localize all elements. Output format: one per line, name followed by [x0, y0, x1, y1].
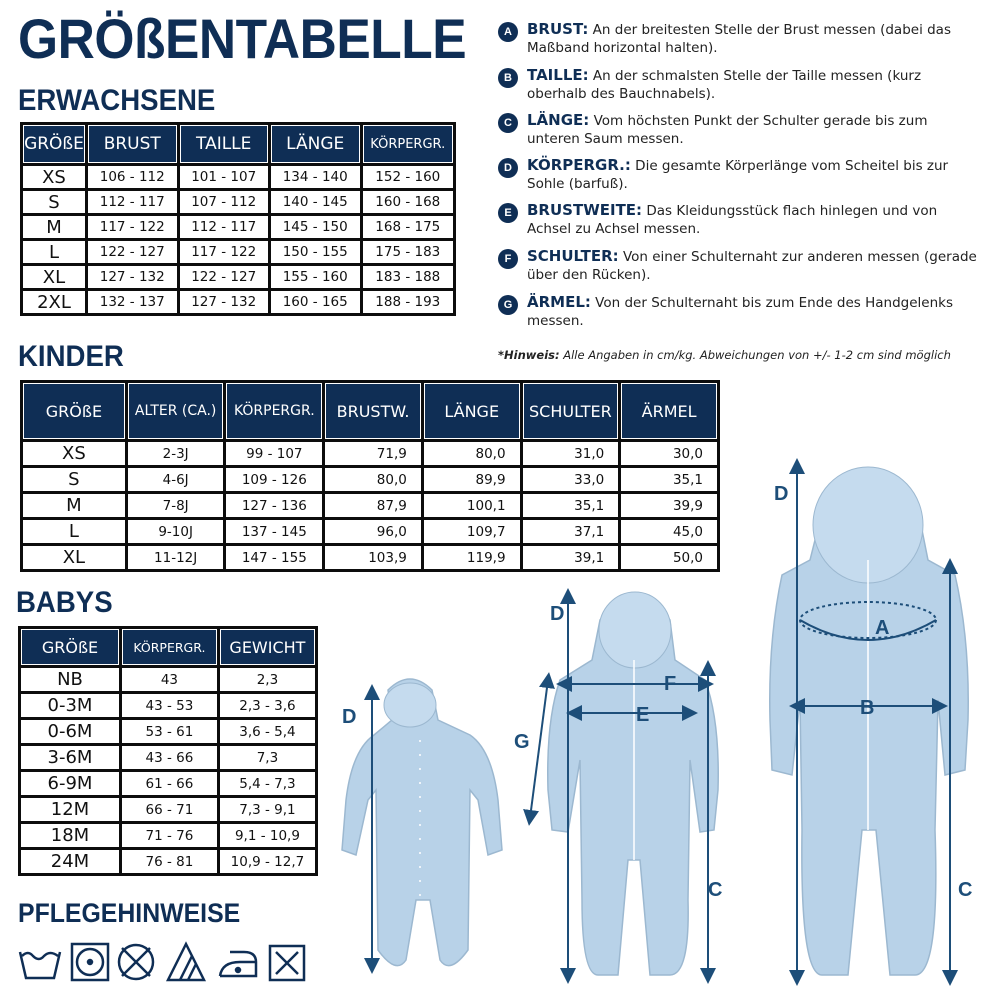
- value-cell: 122 - 127: [180, 266, 268, 288]
- column-header: KÖRPERGR.: [226, 383, 322, 439]
- legend-letter-badge: C: [498, 113, 518, 133]
- column-header: BRUST: [88, 125, 177, 163]
- size-cell: XL: [23, 266, 85, 288]
- value-cell: 145 - 150: [271, 216, 360, 238]
- value-cell: 103,9: [325, 546, 421, 569]
- adult-b-label: B: [860, 697, 875, 719]
- value-cell: 3,6 - 5,4: [220, 720, 315, 743]
- legend-letter-badge: B: [498, 68, 518, 88]
- value-cell: 2-3J: [128, 442, 224, 465]
- value-cell: 183 - 188: [363, 266, 453, 288]
- section-adults-heading: ERWACHSENE: [18, 84, 216, 117]
- size-cell: 3-6M: [21, 746, 119, 769]
- tumble-dry-icon: [72, 944, 108, 980]
- kid-c-label: C: [708, 879, 723, 901]
- column-header: KÖRPERGR.: [363, 125, 453, 163]
- value-cell: 175 - 183: [363, 241, 453, 263]
- legend-letter-badge: G: [498, 295, 518, 315]
- value-cell: 50,0: [621, 546, 717, 569]
- value-cell: 7,3 - 9,1: [220, 798, 315, 821]
- legend-key: BRUSTWEITE:: [527, 201, 643, 219]
- legend-description: Von der Schulternaht bis zum Ende des Handgelenks messen.: [527, 295, 953, 329]
- value-cell: 71 - 76: [122, 824, 217, 847]
- legend-key: KÖRPERGR.:: [527, 156, 631, 174]
- iron-low-icon: [220, 952, 256, 976]
- value-cell: 134 - 140: [271, 166, 360, 188]
- value-cell: 99 - 107: [226, 442, 322, 465]
- kid-d-label: D: [550, 603, 565, 625]
- column-header: ÄRMEL: [621, 383, 717, 439]
- value-cell: 43: [122, 668, 217, 691]
- legend-description: An der schmalsten Stelle der Taille messen (kurz oberhalb des Bauchnabels).: [527, 68, 922, 102]
- value-cell: 43 - 66: [122, 746, 217, 769]
- baby-d-label: D: [342, 706, 357, 728]
- value-cell: 53 - 61: [122, 720, 217, 743]
- legend-letter-badge: A: [498, 22, 518, 42]
- value-cell: 112 - 117: [88, 191, 177, 213]
- value-cell: 168 - 175: [363, 216, 453, 238]
- size-cell: 0-6M: [21, 720, 119, 743]
- legend-description: Das Kleidungsstück flach hinlegen und von Achsel zu Achsel messen.: [527, 203, 938, 237]
- value-cell: 117 - 122: [180, 241, 268, 263]
- size-cell: 24M: [21, 850, 119, 873]
- kid-onesie-illustration: [548, 592, 718, 975]
- value-cell: 37,1: [523, 520, 619, 543]
- value-cell: 35,1: [621, 468, 717, 491]
- value-cell: 9,1 - 10,9: [220, 824, 315, 847]
- value-cell: 9-10J: [128, 520, 224, 543]
- legend-key: TAILLE:: [527, 66, 589, 84]
- column-header: GRÖßE: [23, 383, 125, 439]
- no-bleach-icon: [168, 944, 204, 980]
- value-cell: 39,1: [523, 546, 619, 569]
- value-cell: 5,4 - 7,3: [220, 772, 315, 795]
- size-cell: 2XL: [23, 291, 85, 313]
- column-header: LÄNGE: [271, 125, 360, 163]
- size-cell: NB: [21, 668, 119, 691]
- section-care-heading: PFLEGEHINWEISE: [18, 898, 241, 928]
- value-cell: 112 - 117: [180, 216, 268, 238]
- value-cell: 127 - 136: [226, 494, 322, 517]
- value-cell: 61 - 66: [122, 772, 217, 795]
- value-cell: 7-8J: [128, 494, 224, 517]
- legend-description: An der breitesten Stelle der Brust messen (dabei das Maßband horizontal halten).: [527, 22, 951, 56]
- size-cell: XS: [23, 442, 125, 465]
- value-cell: 35,1: [523, 494, 619, 517]
- value-cell: 122 - 127: [88, 241, 177, 263]
- size-cell: M: [23, 216, 85, 238]
- section-babies-heading: BABYS: [16, 586, 113, 619]
- column-header: TAILLE: [180, 125, 268, 163]
- hint-text: Alle Angaben in cm/kg. Abweichungen von +/- 1-2 cm sind möglich: [563, 348, 951, 362]
- value-cell: 2,3: [220, 668, 315, 691]
- size-cell: 0-3M: [21, 694, 119, 717]
- size-cell: 6-9M: [21, 772, 119, 795]
- value-cell: 107 - 112: [180, 191, 268, 213]
- value-cell: 30,0: [621, 442, 717, 465]
- legend-description: Die gesamte Körperlänge vom Scheitel bis zur Sohle (barfuß).: [527, 158, 949, 192]
- value-cell: 11-12J: [128, 546, 224, 569]
- value-cell: 119,9: [424, 546, 520, 569]
- value-cell: 96,0: [325, 520, 421, 543]
- section-kids-heading: KINDER: [18, 340, 124, 373]
- value-cell: 87,9: [325, 494, 421, 517]
- value-cell: 127 - 132: [180, 291, 268, 313]
- care-icons-row: [16, 940, 316, 984]
- value-cell: 45,0: [621, 520, 717, 543]
- legend-letter-badge: E: [498, 203, 518, 223]
- value-cell: 117 - 122: [88, 216, 177, 238]
- value-cell: 127 - 132: [88, 266, 177, 288]
- page-title: GRÖßENTABELLE: [18, 7, 467, 70]
- size-cell: XL: [23, 546, 125, 569]
- column-header: BRUSTW.: [325, 383, 421, 439]
- value-cell: 76 - 81: [122, 850, 217, 873]
- kid-g-label: G: [514, 731, 530, 753]
- column-header: GRÖßE: [21, 629, 119, 665]
- legend-key: ÄRMEL:: [527, 293, 591, 311]
- legend-key: BRUST:: [527, 20, 589, 38]
- adult-c-label: C: [958, 879, 973, 901]
- column-header: SCHULTER: [523, 383, 619, 439]
- legend-description: Vom höchsten Punkt der Schulter gerade bis zum unteren Saum messen.: [527, 113, 928, 147]
- adult-d-label: D: [774, 483, 789, 505]
- value-cell: 132 - 137: [88, 291, 177, 313]
- legend-letter-badge: F: [498, 249, 518, 269]
- legend-key: SCHULTER:: [527, 247, 619, 265]
- value-cell: 80,0: [424, 442, 520, 465]
- size-cell: L: [23, 241, 85, 263]
- size-cell: 18M: [21, 824, 119, 847]
- size-cell: S: [23, 468, 125, 491]
- value-cell: 100,1: [424, 494, 520, 517]
- baby-onesie-illustration: [342, 679, 502, 966]
- size-cell: M: [23, 494, 125, 517]
- value-cell: 43 - 53: [122, 694, 217, 717]
- kid-f-label: F: [664, 673, 677, 695]
- value-cell: 147 - 155: [226, 546, 322, 569]
- adult-a-label: A: [875, 617, 890, 639]
- size-cell: 12M: [21, 798, 119, 821]
- value-cell: 109 - 126: [226, 468, 322, 491]
- value-cell: 109,7: [424, 520, 520, 543]
- no-dry-clean-icon: [270, 946, 304, 980]
- value-cell: 4-6J: [128, 468, 224, 491]
- adult-onesie-illustration: [770, 467, 968, 975]
- value-cell: 155 - 160: [271, 266, 360, 288]
- column-header: LÄNGE: [424, 383, 520, 439]
- value-cell: 89,9: [424, 468, 520, 491]
- value-cell: 152 - 160: [363, 166, 453, 188]
- value-cell: 33,0: [523, 468, 619, 491]
- no-chlorine-bleach-icon: [119, 945, 153, 979]
- value-cell: 2,3 - 3,6: [220, 694, 315, 717]
- size-cell: S: [23, 191, 85, 213]
- column-header: KÖRPERGR.: [122, 629, 217, 665]
- kid-e-label: E: [636, 704, 650, 726]
- value-cell: 150 - 155: [271, 241, 360, 263]
- value-cell: 66 - 71: [122, 798, 217, 821]
- column-header: ALTER (CA.): [128, 383, 224, 439]
- value-cell: 10,9 - 12,7: [220, 850, 315, 873]
- value-cell: 188 - 193: [363, 291, 453, 313]
- wash-30-icon: [20, 952, 60, 978]
- value-cell: 140 - 145: [271, 191, 360, 213]
- legend-key: LÄNGE:: [527, 111, 590, 129]
- value-cell: 31,0: [523, 442, 619, 465]
- value-cell: 137 - 145: [226, 520, 322, 543]
- size-cell: L: [23, 520, 125, 543]
- legend-letter-badge: D: [498, 158, 518, 178]
- value-cell: 71,9: [325, 442, 421, 465]
- value-cell: 160 - 168: [363, 191, 453, 213]
- hint-label: *Hinweis:: [498, 348, 560, 362]
- legend-description: Von einer Schulternaht zur anderen messen (gerade über den Rücken).: [527, 249, 977, 283]
- value-cell: 80,0: [325, 468, 421, 491]
- value-cell: 160 - 165: [271, 291, 360, 313]
- column-header: GEWICHT: [220, 629, 315, 665]
- value-cell: 39,9: [621, 494, 717, 517]
- value-cell: 7,3: [220, 746, 315, 769]
- size-cell: XS: [23, 166, 85, 188]
- column-header: GRÖßE: [23, 125, 85, 163]
- value-cell: 106 - 112: [88, 166, 177, 188]
- value-cell: 101 - 107: [180, 166, 268, 188]
